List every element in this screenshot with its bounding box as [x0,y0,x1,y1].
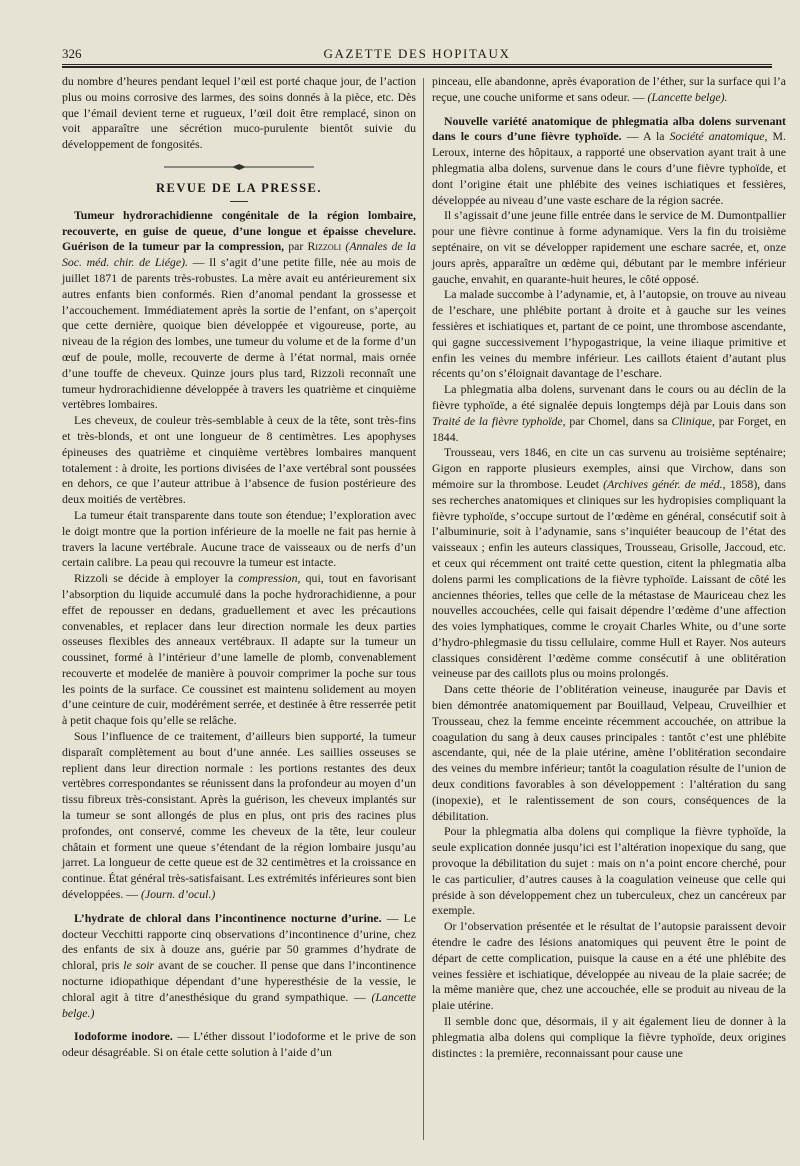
paragraph: du nombre d’heures pendant lequel l’œil est porté chaque jour, de l’action plus ou moins corrosive des larmes, des soins donnés à la pièce, etc. Dès que l’émail devient terne et rugueux, l’œil doit être remplacé, sinon on voit apparaître une sécrétion muco-purulente bientôt suivie du développement de fongosités. [62,74,416,152]
source: (Annales de la Soc. méd. chir. de Liége). [62,239,417,270]
article-title: Nouvelle variété anatomique de phlegmatia alba dolens survenant dans le cours d’une fièvre typhoïde. [432,113,786,144]
article-title: Iodoforme inodore. [74,1029,173,1044]
paragraph: La malade succombe à l’adynamie, et, à l’autopsie, on trouve au niveau de l’eschare, une phlébite portant à droite et à gauche sur les veines fessières et ischiatiques et, partant de ce point, une thrombose ascendante, qui gagne successivement l’hypogastrique, la veine iliaque primitive et enfin les veines du membre inférieur. Les caillots étaient d’autant plus récents qu’on s’éloignait davantage de l’eschare. [432,287,786,381]
paragraph: Pour la phlegmatia alba dolens qui complique la fièvre typhoïde, la seule explication donnée jusqu’ici est l’altération inopexique du sang, que provoque la débilitation du sujet : mais on n’a point encore cherché, pour le cas particulier, d’autres causes à la coagulation veineuse que celle qui préside à son développement chez un tuberculeux, chez un cancéreux par exemple. [432,824,786,918]
left-column [62,74,416,1061]
short-rule [230,201,248,202]
paragraph: Sous l’influence de ce traitement, d’ailleurs bien supporté, la tumeur disparaît complètement au bout d’une année. Les saillies osseuses se replient dans leur direction normale : les portions restantes des deux vertèbres correspondantes se réunissent dans la profondeur au moyen d’un tissu fibreux très-consistant. Après la guérison, les cheveux implantés sur la tumeur se sont allongés de plus en plus, ont pris des racines plus profondes, ont conservé, comme les cheveux de la tête, leur couleur châtain et forment une queue s’étendant de la région lombaire jusqu’au jarret. La longueur de cette queue est de 32 centimètres et la croissance en continue. État général très-satisfaisant. Les extrémités inférieures sont bien développées. — (Journ. d’ocul.) [62,729,416,902]
article-phlegmatia: Nouvelle variété anatomique de phlegmatia alba dolens survenant dans le cours d’une fièvre typhoïde. — A la Société anatomique, M. Leroux, interne des hôpitaux, a rapporté une observation ayant trait à une phlegmatia alba dolens, survenue dans le cours d’une fièvre typhoïde, et dont l’origine était une phlébite des veines ischiatiques et fessières, développée au niveau d’une vaste eschare de la région sacrée. [432,113,786,207]
ornamental-separator-icon [164,163,314,171]
right-column [432,74,786,1061]
article-title: Tumeur hydrorachidienne congénitale de la région lombaire, recouverte, en guise de queue, d’une longue et épaisse chevelure. Guérison de la tumeur par la compression, [62,207,416,254]
paragraph: La phlegmatia alba dolens, survenant dans le cours ou au déclin de la fièvre typhoïde, a été signalée depuis longtemps déjà par Louis dans son Traité de la fièvre typhoïde, par Chomel, dans sa Clinique, par Forget, en 1844. [432,382,787,444]
paragraph: La tumeur était transparente dans toute son étendue; l’exploration avec le doigt montre que la portion inférieure de la moelle ne fait pas hernie à travers la lacune vertébrale. Aucune trace de vaisseaux ou de nerfs d’un certain calibre. La peau qui recouvre la tumeur est intacte. [62,507,416,570]
header-rule-thick [62,66,772,68]
paragraph: Les cheveux, de couleur très-semblable à ceux de la tête, sont très-fins et très-blonds, et ont une longueur de 8 centimètres. Les apophyses épineuses des quatrième et cinquième vertèbres lombaires manquent totalement : à droite, les portions divisées de l’axe vertébral sont poussées en dehors, ce que l’auteur attribue à l’absence de fusion postérieure des deux moitiés de vertèbres. [62,413,416,507]
source: (Lancette belge). [647,89,728,104]
paragraph: pinceau, elle abandonne, après évaporation de l’éther, sur la surface qui l’a reçue, une couche uniforme et sans odeur. — (Lancette belge). [432,74,786,104]
section-title: REVUE DE LA PRESSE. [155,180,323,195]
paragraph: Il semble donc que, désormais, il y ait également lieu de donner à la phlegmatia alba dolens qui complique la fièvre typhoïde, deux origines distinctes : la première, reconnaissant pour cause une [432,1014,786,1060]
column-divider [423,78,424,1140]
paragraph: Il s’agissait d’une jeune fille entrée dans le service de M. Dumontpallier pour une fièvre continue à forme adynamique. Vers la fin du troisième septénaire, on vit se développer rapidement une eschare sacrée, et, onze jours après, apparaître un œdème qui, débutant par le membre inférieur gauche, envahit, en quarante-huit heures, le côté opposé. [432,208,786,286]
source: (Lancette belge.) [62,989,416,1020]
running-title: GAZETTE DES HOPITAUX [323,46,511,61]
page-header [62,40,772,66]
paragraph: Trousseau, vers 1846, en cite un cas survenu au troisième septénaire; Gigon en rapporte plusieurs exemples, ainsi que Virchow, dans son mémoire sur la thrombose. Leudet (Archives génér. de méd., 1858), dans ses recherches anatomiques et cliniques sur les hydropisies compliquant la fièvre typhoïde, s’occupe surtout de l’œdème en général, consécutif soit à l’albuminurie, soit à l’adynamie, sans s’inquiéter beaucoup de l’état des vaisseaux ; enfin les auteurs classiques, Trousseau, Grisolle, Jaccoud, etc. et ceux qui récemment ont traité cette question, citent la phlegmatia alba dolens parmi les complications de la fièvre typhoïde. Laissant de côté les anciennes théories, telles que celle de la métastase de Mauriceau chez les nouvelles accouchées, celle qui faisait dépendre l’œdème d’une affection des voies lymphatiques, comme le croyait Charles White, ou d’une sorte d’hydro-phlegmasie du tissu cellulaire, comme Hull et Rayer. Nos auteurs classiques considèrent l’œdème comme consécutif à une oblitération veineuse par des caillots plus ou moins prolongés. [432,445,786,681]
article-chloral: L’hydrate de chloral dans l’incontinence nocturne d’urine. — Le docteur Vecchitti rapporte cinq observations d’incontinence d’urine, chez des enfants de six à douze ans, guérie par 50 grammes d’hydrate de chloral, pris le soir avant de se coucher. Il pense que dans l’incontinence nocturne idiopathique dépendant d’une hyperesthésie de la vessie, le chloral agit à titre d’anesthésique du grand sympathique. — (Lancette belge.) [62,910,417,1020]
header-rule [62,64,772,65]
paragraph: Dans cette théorie de l’oblitération veineuse, inaugurée par Davis et bien démontrée anatomiquement par Bouillaud, Velpeau, Cruveilhier et Trousseau, chez la femme enceinte récemment accouchée, on attribue la coagulation du sang à deux causes principales : tantôt c’est une phlébite ascendante, qui, née de la plaie utérine, amène l’oblitération secondaire des veines du membre inférieur; tantôt la coagulation résulte de l’union de deux conditions favorables à son développement : l’altération du sang (inopexie), et le ralentissement de son cours, conséquences de la débilitation. [432,682,786,823]
page-number: 326 [62,46,82,61]
article-tumeur: Tumeur hydrorachidienne congénitale de la région lombaire, recouverte, en guise de queue, d’une longue et épaisse chevelure. Guérison de la tumeur par la compression, par Rizzoli (Annales de la Soc. méd. chir. de Liége). — Il s’agit d’une petite fille, née au mois de juillet 1871 de parents très-robustes. La mère avait eu antérieurement six autres enfants bien conformés. Rien d’anomal pendant la grossesse et l’accouchement. Immédiatement après la sortie de l’enfant, on s’aperçoit que cette dernière, quoique bien développée et vigoureuse, porte, au niveau de la région des lombes, une tumeur du volume et de la forme d’un œuf de poule, molle, recouverte de derme à l’état normal, mais ornée d’une touffe de cheveux. Quinze jours plus tard, Rizzoli reconnaît une tumeur hydrorachidienne développée à travers les quatrième et cinquième vertèbres lombaires. [62,207,417,412]
source: (Journ. d’ocul.) [140,887,216,902]
article-title: L’hydrate de chloral dans l’incontinence nocturne d’urine. [74,910,382,925]
article-iodoforme: Iodoforme inodore. — L’éther dissout l’iodoforme et le prive de son odeur désagréable. Si on étale cette solution à l’aide d’un [62,1029,416,1060]
paragraph: Rizzoli se décide à employer la compression, qui, tout en favorisant l’absorption du liquide accumulé dans la poche hydrorachidienne, a pour effet de repousser en dedans, graduellement et avec les précautions convenables, et replacer dans leur direction normale les deux parties osseuses flexibles des anneaux vertébraux. Il adapte sur la tumeur un coussinet, formé à l’intérieur d’une lamelle de plomb, convenablement recouverte et modelée de manière à pouvoir comprimer la poche sur tous les points de la surface. Ce coussinet est maintenu solidement au moyen d’une ceinture de cuir, modérément serrée, et destinée à être resserrée petit à petit chaque fois qu’elle se relâche. [62,571,416,728]
paragraph: Or l’observation présentée et le résultat de l’autopsie paraissent devoir étendre le cadre des lésions anatomiques qui peuvent être le point de départ de cette complication, puisque la cause en a été une phlébite des veines fessière et ischiatique, développée au niveau de la plaie sacrée; de la même manière que, chez une accouchée, elle se produit au niveau de la plaie utérine. [432,919,786,1013]
author: Rizzoli [307,239,342,254]
